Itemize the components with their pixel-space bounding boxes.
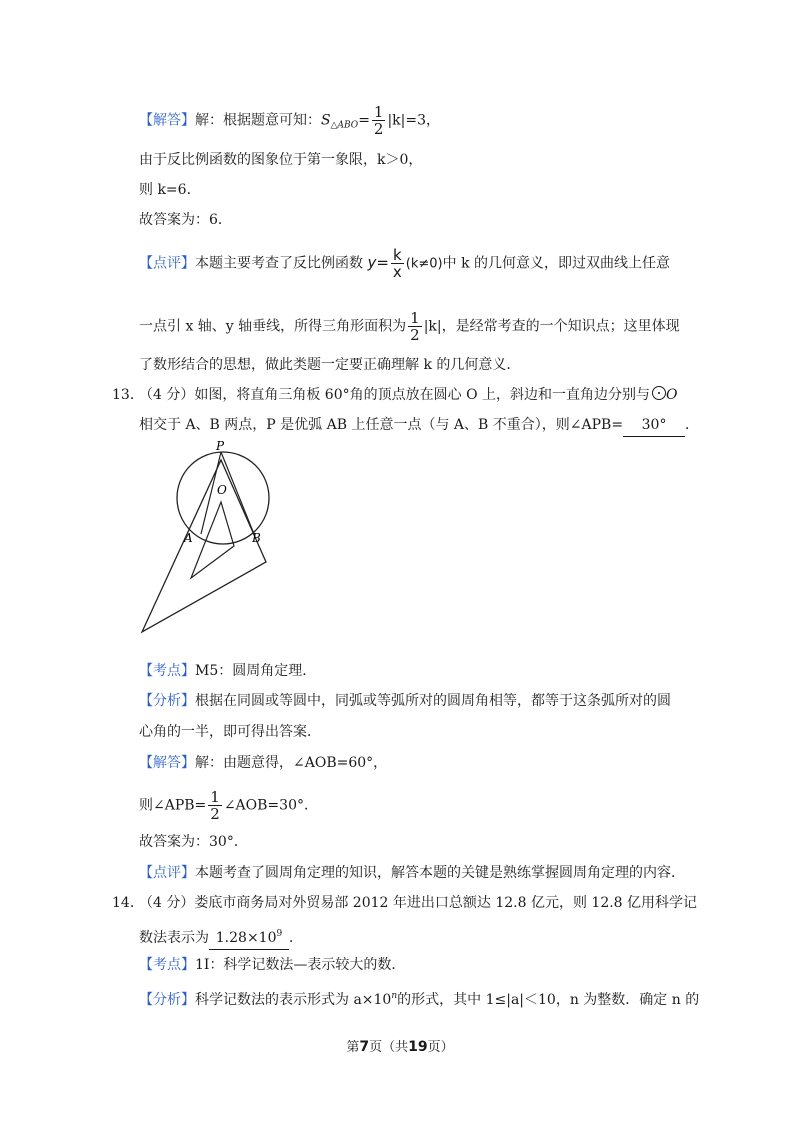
answer-tag: 【解答】 [139, 755, 195, 771]
analysis-line-1: 【分析】根据在同圆或等圆中，同弧或等弧所对的圆周角相等，都等于这条弧所对的圆 [139, 693, 671, 709]
fraction: $\frac{1}{2}$ [210, 788, 220, 823]
page-total: 19 [408, 1039, 428, 1055]
fraction: $\frac{k}{x}$ [392, 246, 402, 281]
circle-dot-icon [652, 386, 666, 400]
question-13-line-1: （4 分）如图，将直角三角板 60°角的顶点放在圆心 O 上，斜边和一直角边分别与 O [139, 387, 678, 403]
page-footer: 第7页（共19页） [346, 1039, 454, 1055]
analysis-line-2: 心角的一半，即可得出答案． [139, 724, 321, 740]
answer-line-3: 则 k=6． [139, 182, 201, 198]
analysis-tag: 【分析】 [139, 693, 195, 709]
geometry-figure [135, 438, 295, 638]
comment-tag: 【点评】 [139, 255, 195, 272]
answer-tag: 【解答】 [139, 112, 195, 129]
question-number-14: 14． [112, 895, 144, 911]
analysis-line: 【分析】科学记数法的表示形式为 $a\times 10^n$的形式，其中 1≤|a|＜10，n 为整数．确定 n 的 [139, 991, 700, 1008]
solution-line-2: 则∠APB= $\frac{1}{2}$ ∠AOB=30°． [139, 788, 318, 823]
label-P: P [216, 439, 225, 453]
answer-line-4: 故答案为：6． [139, 212, 232, 228]
comment-line-1: 【点评】本题主要考查了反比例函数 y= $\frac{k}{x}$ (k≠0)中 k 的几何意义，即过双曲线上任意 [139, 246, 671, 281]
label-O: O [217, 483, 227, 497]
solution-line-3: 故答案为：30°． [139, 834, 248, 850]
solution-line-1: 【解答】解：由题意得，∠AOB=60°， [139, 755, 388, 771]
answer-blank: 30° [623, 414, 685, 437]
comment-line: 【点评】本题考查了圆周角定理的知识，解答本题的关键是熟练掌握圆周角定理的内容． [139, 865, 685, 881]
set-square-inner [191, 502, 234, 578]
analysis-tag: 【分析】 [139, 992, 195, 1008]
page-number: 7 [359, 1039, 370, 1055]
comment-tag: 【点评】 [139, 865, 195, 881]
question-number-13: 13． [112, 387, 144, 403]
point-line: 【考点】1I：科学记数法—表示较大的数． [139, 957, 406, 973]
point-tag: 【考点】 [139, 663, 195, 679]
answer-line-2: 由于反比例函数的图象位于第一象限，k＞0， [139, 152, 423, 168]
question-14-line-1: （4 分）娄底市商务局对外贸易部 2012 年进出口总额达 12.8 亿元，则 12.8 亿用科学记 [139, 895, 698, 911]
label-A: A [184, 531, 193, 545]
fraction: $\frac{1}{2}$ [410, 309, 420, 344]
question-13-line-2: 相交于 A、B 两点，P 是优弧 AB 上任意一点（与 A、B 不重合），则∠APB= 30° ． [139, 414, 699, 437]
label-B: B [252, 531, 261, 545]
answer-line-1: 【解答】解：根据题意可知：$S_{\triangle ABO}=$ $\frac{1}{2}$ |k|=3， [139, 103, 441, 138]
question-14-line-2: 数法表示为 $1.28\times 10^9$ ． [139, 923, 303, 950]
fraction: $\frac{1}{2}$ [373, 103, 384, 138]
comment-line-2: 一点引 x 轴、y 轴垂线，所得三角形面积为 $\frac{1}{2}$ |k|，是经常考查的一个知识点；这里体现 [139, 309, 680, 344]
answer-blank: $1.28\times 10^9$ [209, 923, 289, 950]
point-line: 【考点】M5：圆周角定理． [139, 663, 317, 679]
point-tag: 【考点】 [139, 957, 195, 973]
comment-line-3: 了数形结合的思想，做此类题一定要正确理解 k 的几何意义． [139, 357, 521, 373]
